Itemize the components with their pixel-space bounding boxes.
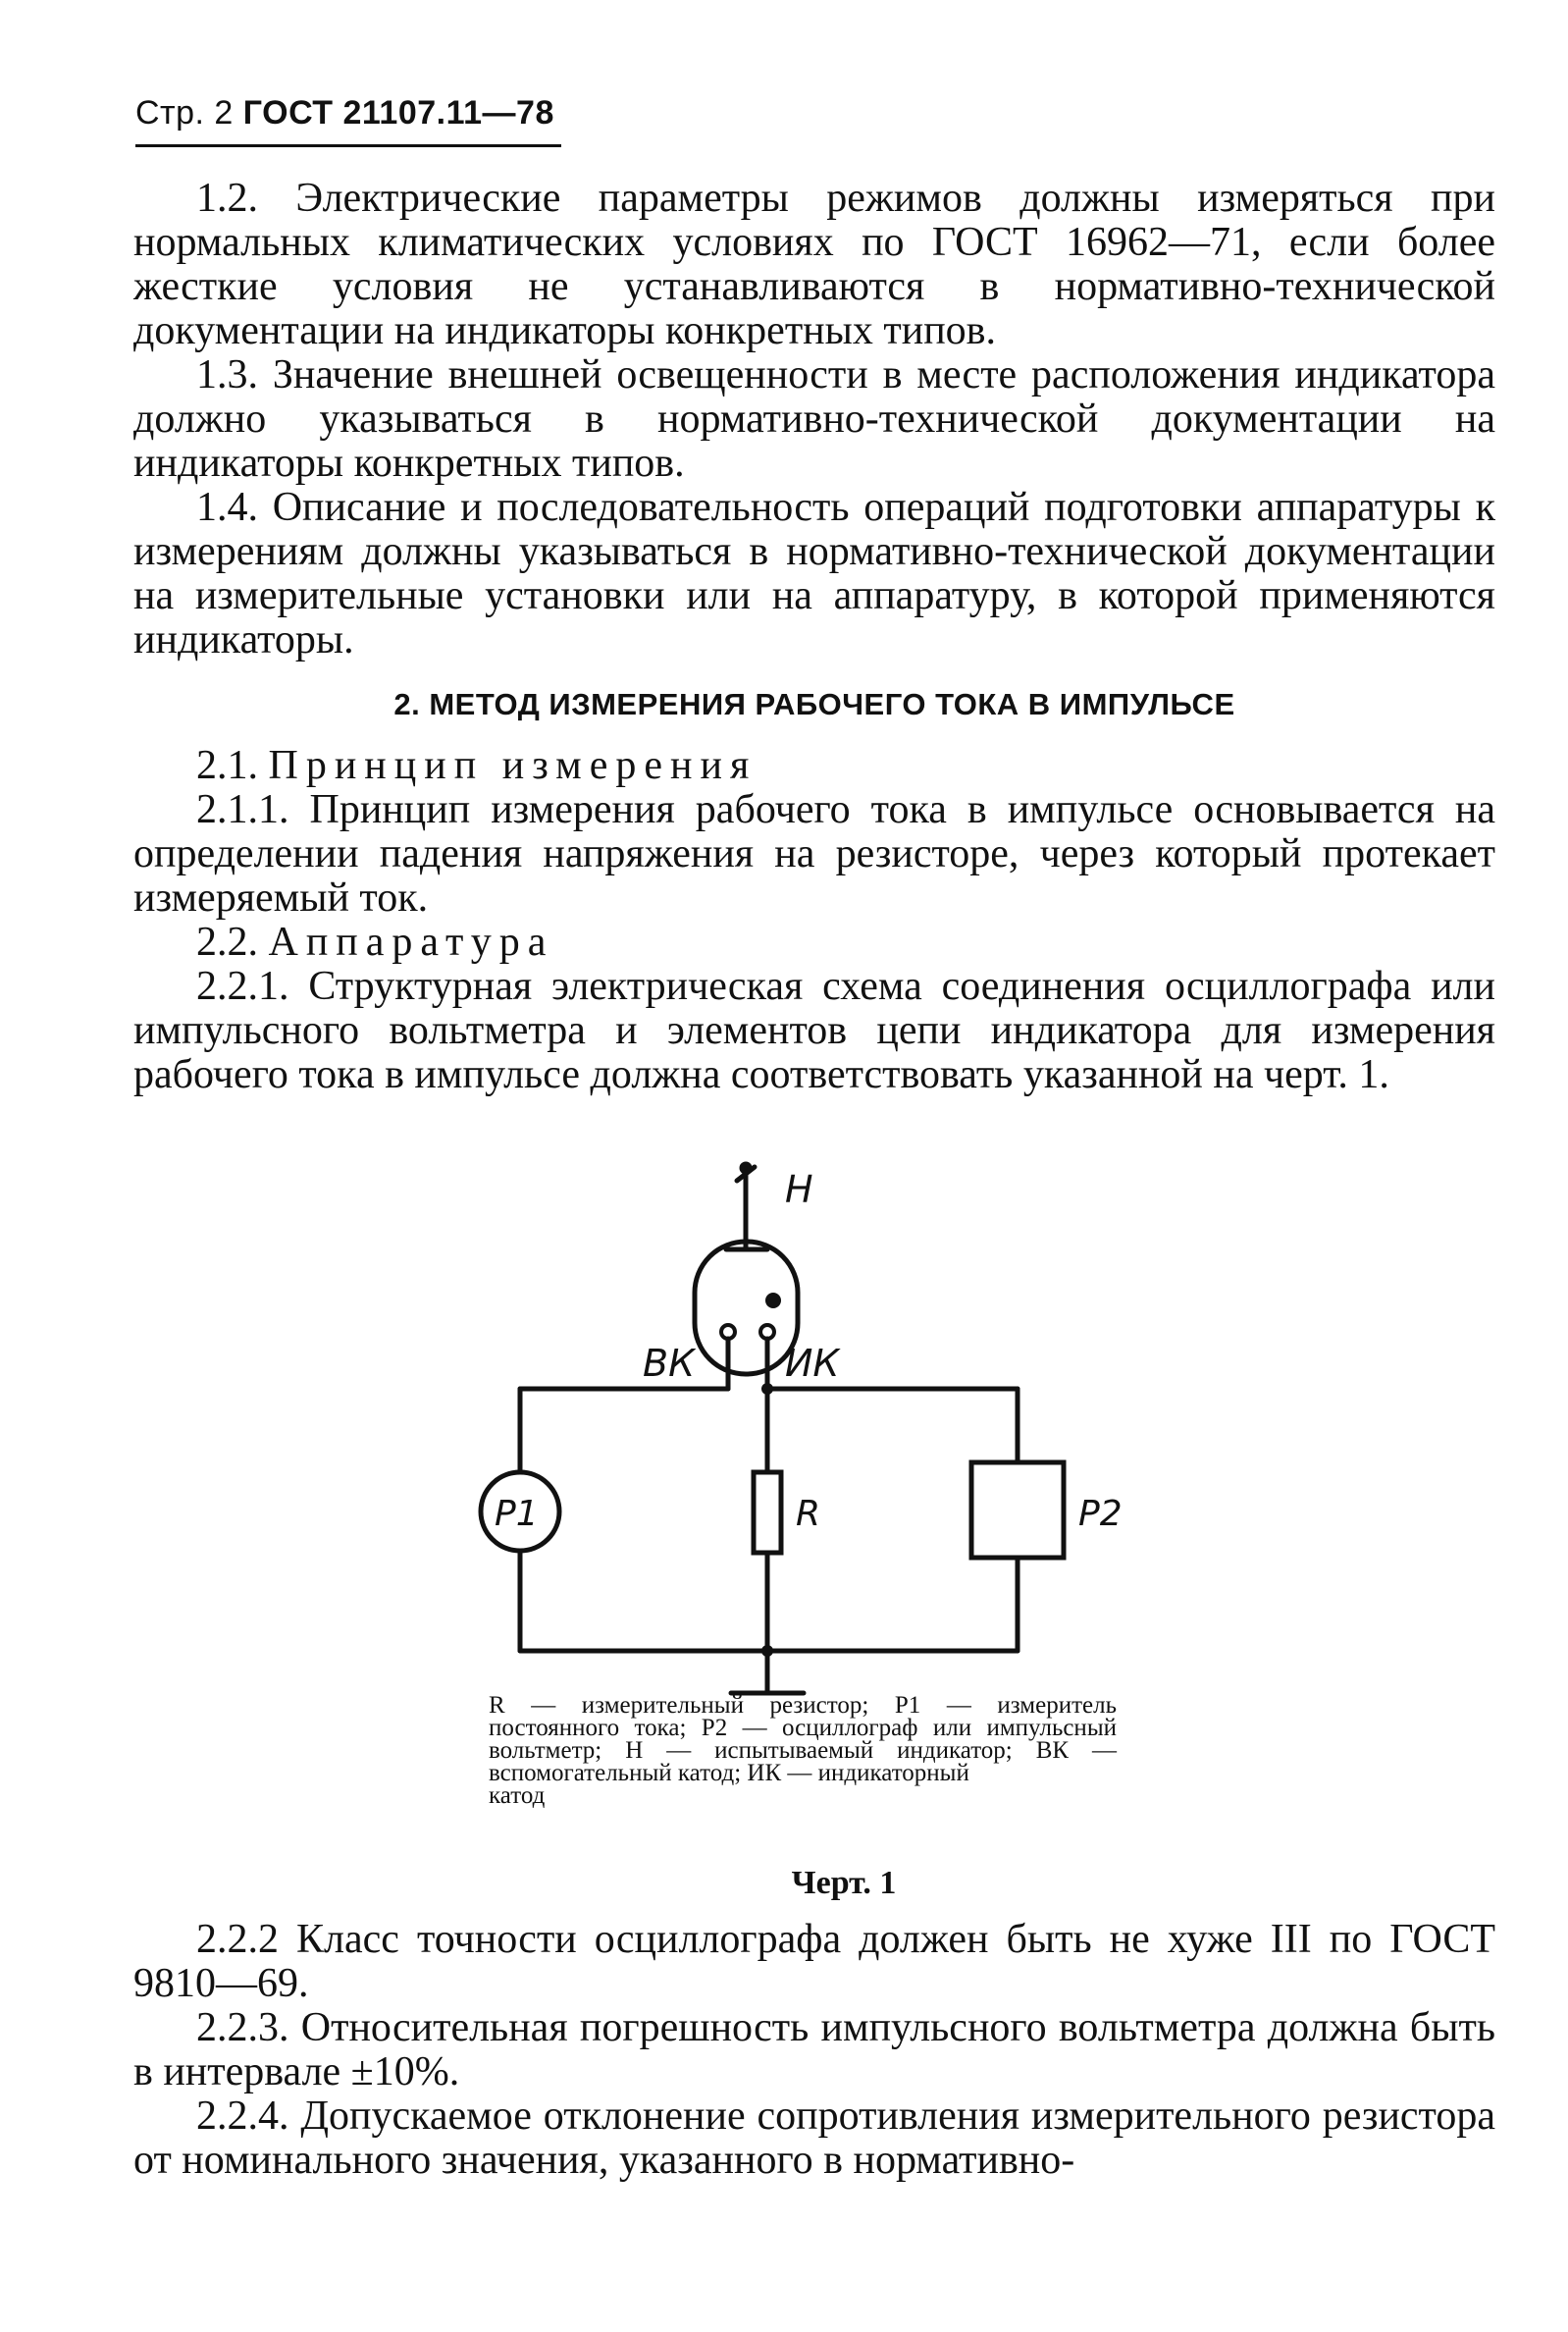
header-rule bbox=[135, 144, 561, 147]
paragraph-2-1-1: 2.1.1. Принцип измерения рабочего тока в импульсе основывается на определении падения напряжения на резисторе, через который протекает измеряемый ток. bbox=[133, 787, 1495, 921]
heading-2-2-number: 2.2. bbox=[196, 920, 258, 965]
label-h: Н bbox=[785, 1168, 813, 1211]
caption-text: R — измерительный резистор; Р1 — измеритель постоянного тока; Р2 — осциллограф или импульсный вольтметр; Н — испытываемый индикатор; ВК — вспомогательный катод; ИК — индикаторный bbox=[489, 1692, 1117, 1786]
figure-title: Черт. 1 bbox=[791, 1865, 897, 1901]
top-paragraphs bbox=[133, 177, 1495, 662]
method-paragraphs bbox=[133, 744, 1495, 1097]
heading-2-2 bbox=[133, 921, 1495, 965]
heading-2-2-title: Аппаратура bbox=[268, 920, 554, 965]
resistor-r bbox=[754, 1472, 781, 1553]
circuit-diagram bbox=[461, 1148, 1148, 1698]
paragraph-1-2: 1.2. Электрические параметры режимов должны измеряться при нормальных климатических условиях по ГОСТ 16962—71, если более жесткие условия не устанавливаются в нормативно-технической документации на индикаторы конкретных типов. bbox=[133, 176, 1495, 353]
tube-dot bbox=[765, 1293, 781, 1308]
bottom-paragraphs bbox=[133, 1918, 1495, 2183]
paragraph-2-2-2: 2.2.2 Класс точности осциллографа должен быть не хуже III по ГОСТ 9810—69. bbox=[133, 1917, 1495, 2006]
standard-number: ГОСТ 21107.11—78 bbox=[242, 94, 554, 132]
label-vk: ВК bbox=[643, 1342, 696, 1385]
page-header bbox=[135, 94, 554, 132]
heading-2-1-title: Принцип измерения bbox=[268, 743, 758, 788]
oscilloscope-p2 bbox=[971, 1462, 1064, 1558]
heading-2-1 bbox=[133, 744, 1495, 788]
junction-bottom bbox=[761, 1645, 773, 1657]
page-label: Стр. 2 bbox=[135, 94, 234, 132]
label-r: R bbox=[796, 1494, 821, 1534]
figure-caption bbox=[489, 1694, 1117, 1807]
heading-2-1-number: 2.1. bbox=[196, 743, 258, 788]
paragraph-1-3: 1.3. Значение внешней освещенности в месте расположения индикатора должно указываться в нормативно-технической документации на индикаторы конкретных типов. bbox=[133, 352, 1495, 486]
label-p1: Р1 bbox=[495, 1494, 539, 1534]
anode-dot bbox=[742, 1164, 750, 1172]
junction-top bbox=[761, 1383, 773, 1395]
label-ik: ИК bbox=[785, 1342, 840, 1385]
indicator-tube bbox=[695, 1242, 798, 1374]
paragraph-2-2-1: 2.2.1. Структурная электрическая схема соединения осциллографа или импульсного вольтметра и элементов цепи индикатора для измерения рабочего тока в импульсе должна соответствовать указанной на черт. 1. bbox=[133, 964, 1495, 1097]
paragraph-2-2-4: 2.2.4. Допускаемое отклонение сопротивления измерительного резистора от номинального значения, указанного в нормативно- bbox=[133, 2094, 1495, 2183]
paragraph-2-2-3: 2.2.3. Относительная погрешность импульсного вольтметра должна быть в интервале ±10%. bbox=[133, 2005, 1495, 2094]
caption-last-line: катод bbox=[489, 1782, 546, 1809]
section-title: 2. МЕТОД ИЗМЕРЕНИЯ РАБОЧЕГО ТОКА В ИМПУЛЬСЕ bbox=[393, 687, 1235, 721]
paragraph-1-4: 1.4. Описание и последовательность операций подготовки аппаратуры к измерениям должны указываться в нормативно-технической документации на измерительные установки или на аппаратуру, в которой применяются индикаторы. bbox=[133, 485, 1495, 662]
label-p2: Р2 bbox=[1078, 1494, 1123, 1534]
